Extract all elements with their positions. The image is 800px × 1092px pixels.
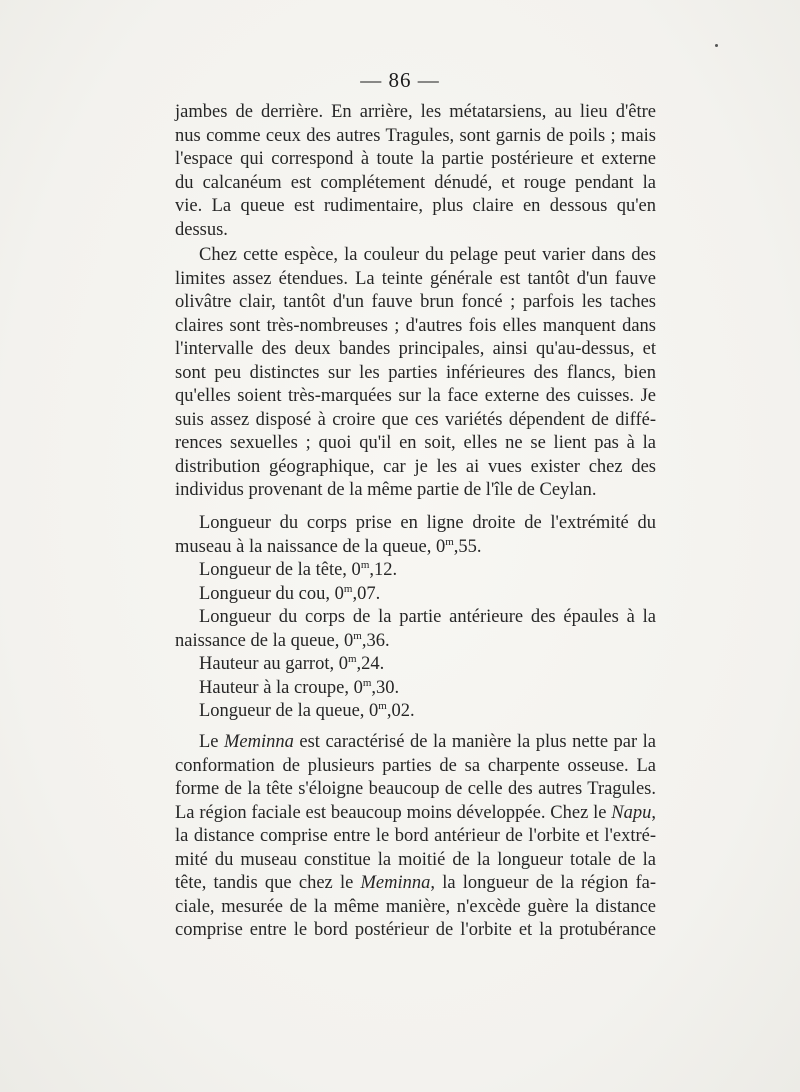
- text-line: jambes de derrière. En arrière, les métatarsiens, au lieu d'être: [175, 102, 656, 122]
- measurement-trunk-length: Longueur du corps de la partie antérieure des épaules à la: [199, 607, 656, 627]
- species-name-meminna: Meminna: [224, 732, 294, 752]
- measurement-withers-height: Hauteur au garrot, 0$^m$,24.: [199, 652, 385, 674]
- paragraph-1: [175, 101, 656, 242]
- text-line: claires sont très-nombreuses ; d'autres fois elles manquent dans: [175, 315, 656, 336]
- measurement-trunk-length-value: naissance de la queue, 0$^m$,36.: [175, 629, 390, 651]
- paragraph-2: [175, 244, 656, 503]
- ink-speck: [715, 44, 718, 47]
- measurement-body-length: Longueur du corps prise en ligne droite de l'extrémité du: [199, 513, 656, 533]
- text-line: individus provenant de la même partie de l'île de Ceylan.: [175, 480, 597, 500]
- measurement-head-length: Longueur de la tête, 0$^m$,12.: [199, 558, 398, 580]
- page-number: — 86 —: [360, 68, 440, 92]
- text-line: nus comme ceux des autres Tragules, sont garnis de poils ; mais: [175, 125, 656, 146]
- species-name-napu: Napu: [611, 802, 652, 823]
- text-line: conformation de plusieurs parties de sa charpente osseuse. La: [175, 755, 656, 776]
- text-line: la distance comprise entre le bord antérieur de l'orbite et l'extré-: [175, 826, 656, 846]
- text-line: l'intervalle des deux bandes principales, ainsi qu'au-dessus, et: [175, 339, 656, 359]
- measurement-croup-height: Hauteur à la croupe, 0$^m$,30.: [199, 676, 400, 698]
- text-line: ciale, mesurée de la même manière, n'excède guère la distance: [175, 896, 656, 917]
- text-line: Chez cette espèce, la couleur du pelage peut varier dans des: [199, 245, 656, 265]
- text-line: distribution géographique, car je les ai vues exister chez des: [175, 456, 656, 477]
- text-line: La région faciale est beaucoup moins développée. Chez le Napu,: [175, 802, 656, 823]
- text-line: dessus.: [175, 219, 228, 240]
- text-line: mité du museau constitue la moitié de la longueur totale de la: [175, 849, 656, 870]
- measurement-tail-length: Longueur de la queue, 0$^m$,02.: [199, 699, 415, 721]
- text-line: tête, tandis que chez le Meminna, la longueur de la région fa-: [175, 873, 656, 893]
- paragraph-3: [175, 731, 656, 943]
- species-name-meminna: Meminna: [360, 873, 431, 893]
- text-line: qu'elles soient très-marquées sur la face externe des cuisses. Je: [175, 386, 656, 406]
- text-line: du calcanéum est complétement dénudé, et rouge pendant la: [175, 172, 656, 193]
- measurement-body-length-value: museau à la naissance de la queue, 0$^m$,55.: [175, 535, 482, 557]
- measurements-list: [175, 512, 656, 724]
- text-line: suis assez disposé à croire que ces variétés dépendent de diffé-: [175, 409, 656, 430]
- text-line: sont peu distinctes sur les parties inférieures des flancs, bien: [175, 362, 656, 383]
- text-line: vie. La queue est rudimentaire, plus claire en dessous qu'en: [175, 196, 656, 216]
- text-line: olivâtre clair, tantôt d'un fauve brun foncé ; parfois les taches: [175, 292, 656, 312]
- text-line: rences sexuelles ; quoi qu'il en soit, elles ne se lient pas à la: [175, 433, 656, 453]
- text-line: Le Meminna est caractérisé de la manière la plus nette par la: [199, 732, 656, 752]
- text-line: limites assez étendues. La teinte générale est tantôt d'un fauve: [175, 268, 656, 289]
- text-line: forme de la tête s'éloigne beaucoup de celle des autres Tragules.: [175, 779, 656, 799]
- measurement-neck-length: Longueur du cou, 0$^m$,07.: [199, 582, 381, 604]
- text-line: l'espace qui correspond à toute la partie postérieure et externe: [175, 149, 656, 169]
- text-line: comprise entre le bord postérieur de l'orbite et la protubérance: [175, 920, 656, 940]
